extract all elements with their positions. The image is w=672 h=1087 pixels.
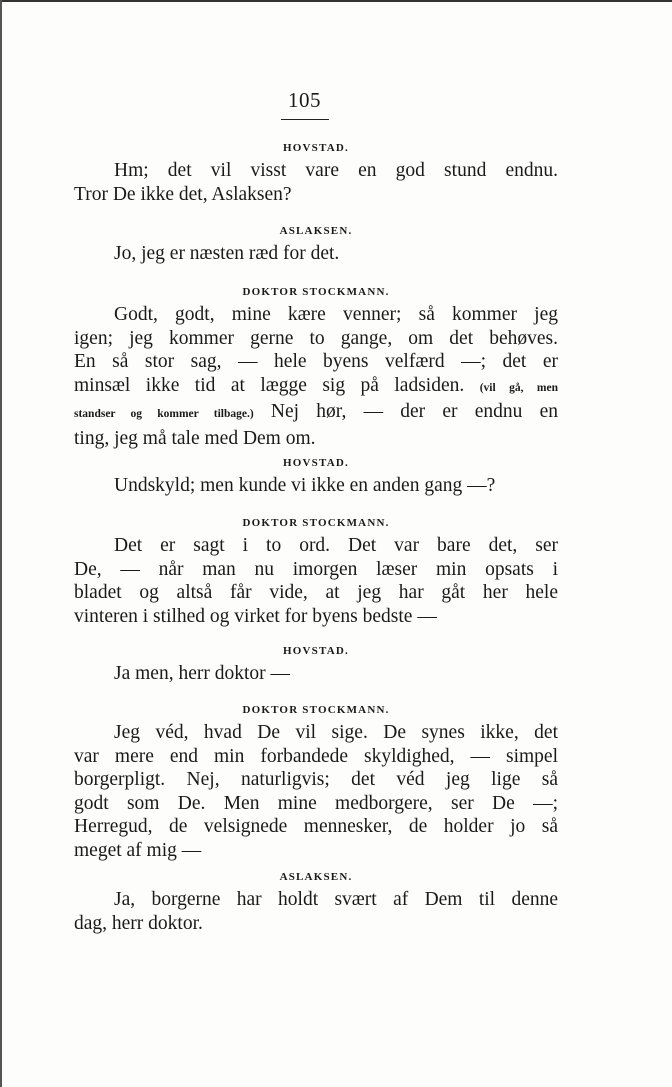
speech-line: Godt, godt, mine kære venner; så kommer jeg <box>114 304 558 325</box>
speaker-name: DOKTOR STOCKMANN. <box>242 704 390 716</box>
speech-fragment: Nej hør, — der er endnu en <box>270 401 559 422</box>
dialogue-block <box>74 220 558 266</box>
dialogue-block <box>74 452 558 498</box>
speech-line <box>74 400 558 427</box>
speech-line: Jo, jeg er næsten ræd for det. <box>114 243 340 264</box>
speech-line: dag, herr doktor. <box>74 912 203 934</box>
page-number-rule <box>281 119 329 120</box>
speech-line <box>74 374 558 401</box>
speech-line: Tror De ikke det, Aslaksen? <box>74 183 292 205</box>
speech-line: Det er sagt i to ord. Det var bare det, ser <box>114 535 558 556</box>
speech-line: meget af mig — <box>74 839 202 861</box>
speaker-name: ASLAKSEN. <box>279 871 353 883</box>
speech-line: godt som De. Men mine medborgere, ser De —; <box>74 792 558 814</box>
speaker-name: DOKTOR STOCKMANN. <box>242 517 390 529</box>
speech-line: Jeg véd, hvad De vil sige. De synes ikke, det <box>114 722 558 743</box>
dialogue-block <box>74 512 558 628</box>
speech-line: var mere end min forbandede skyldighed, — simpel <box>74 745 558 767</box>
speech-line: igen; jeg kommer gerne to gange, om det behøves. <box>74 327 558 349</box>
speech-text <box>74 159 558 206</box>
speech-text <box>74 474 558 498</box>
speech-line: Ja men, herr doktor — <box>114 663 290 684</box>
speech-line: bladet og altså får vide, at jeg har gåt her hele <box>74 582 558 603</box>
speech-text <box>74 888 558 935</box>
dialogue-block <box>74 281 558 450</box>
speaker-name: DOKTOR STOCKMANN. <box>242 286 390 298</box>
dialogue-block <box>74 699 558 862</box>
dialogue-block <box>74 137 558 206</box>
speech-line: Herregud, de velsignede mennesker, de holder jo så <box>74 816 558 837</box>
speaker-name: HOVSTAD. <box>283 457 349 469</box>
speech-line: Hm; det vil visst vare en god stund endnu. <box>114 160 558 181</box>
scan-edge-left <box>0 0 2 1087</box>
speech-text <box>74 721 558 862</box>
speaker-name: HOVSTAD. <box>283 142 349 154</box>
speech-line: De, — når man nu imorgen læser min opsats i <box>74 558 558 580</box>
speech-text <box>74 534 558 628</box>
speaker-name: HOVSTAD. <box>283 645 349 657</box>
page-number: 105 <box>288 88 321 112</box>
speech-line: Ja, borgerne har holdt svært af Dem til denne <box>114 889 558 910</box>
dialogue-block <box>74 866 558 935</box>
speech-line: En så stor sag, — hele byens velfærd —; det er <box>74 351 558 372</box>
speech-text <box>74 303 558 450</box>
speaker-name: ASLAKSEN. <box>279 225 353 237</box>
speech-line: Undskyld; men kunde vi ikke en anden gang —? <box>114 475 496 496</box>
speech-text <box>74 662 558 686</box>
speech-line: ting, jeg må tale med Dem om. <box>74 427 316 449</box>
dialogue-block <box>74 640 558 686</box>
speech-line: borgerpligt. Nej, naturligvis; det véd jeg lige så <box>74 769 558 790</box>
speech-text <box>74 242 558 266</box>
speech-line: vinteren i stilhed og virket for byens bedste — <box>74 605 437 627</box>
stage-direction: (vil gå, men <box>479 381 558 394</box>
stage-direction: standser og kommer tilbage.) <box>74 408 254 420</box>
speech-fragment: minsæl ikke tid at lægge sig på ladsiden. <box>74 374 465 396</box>
scan-edge-top <box>0 0 672 2</box>
